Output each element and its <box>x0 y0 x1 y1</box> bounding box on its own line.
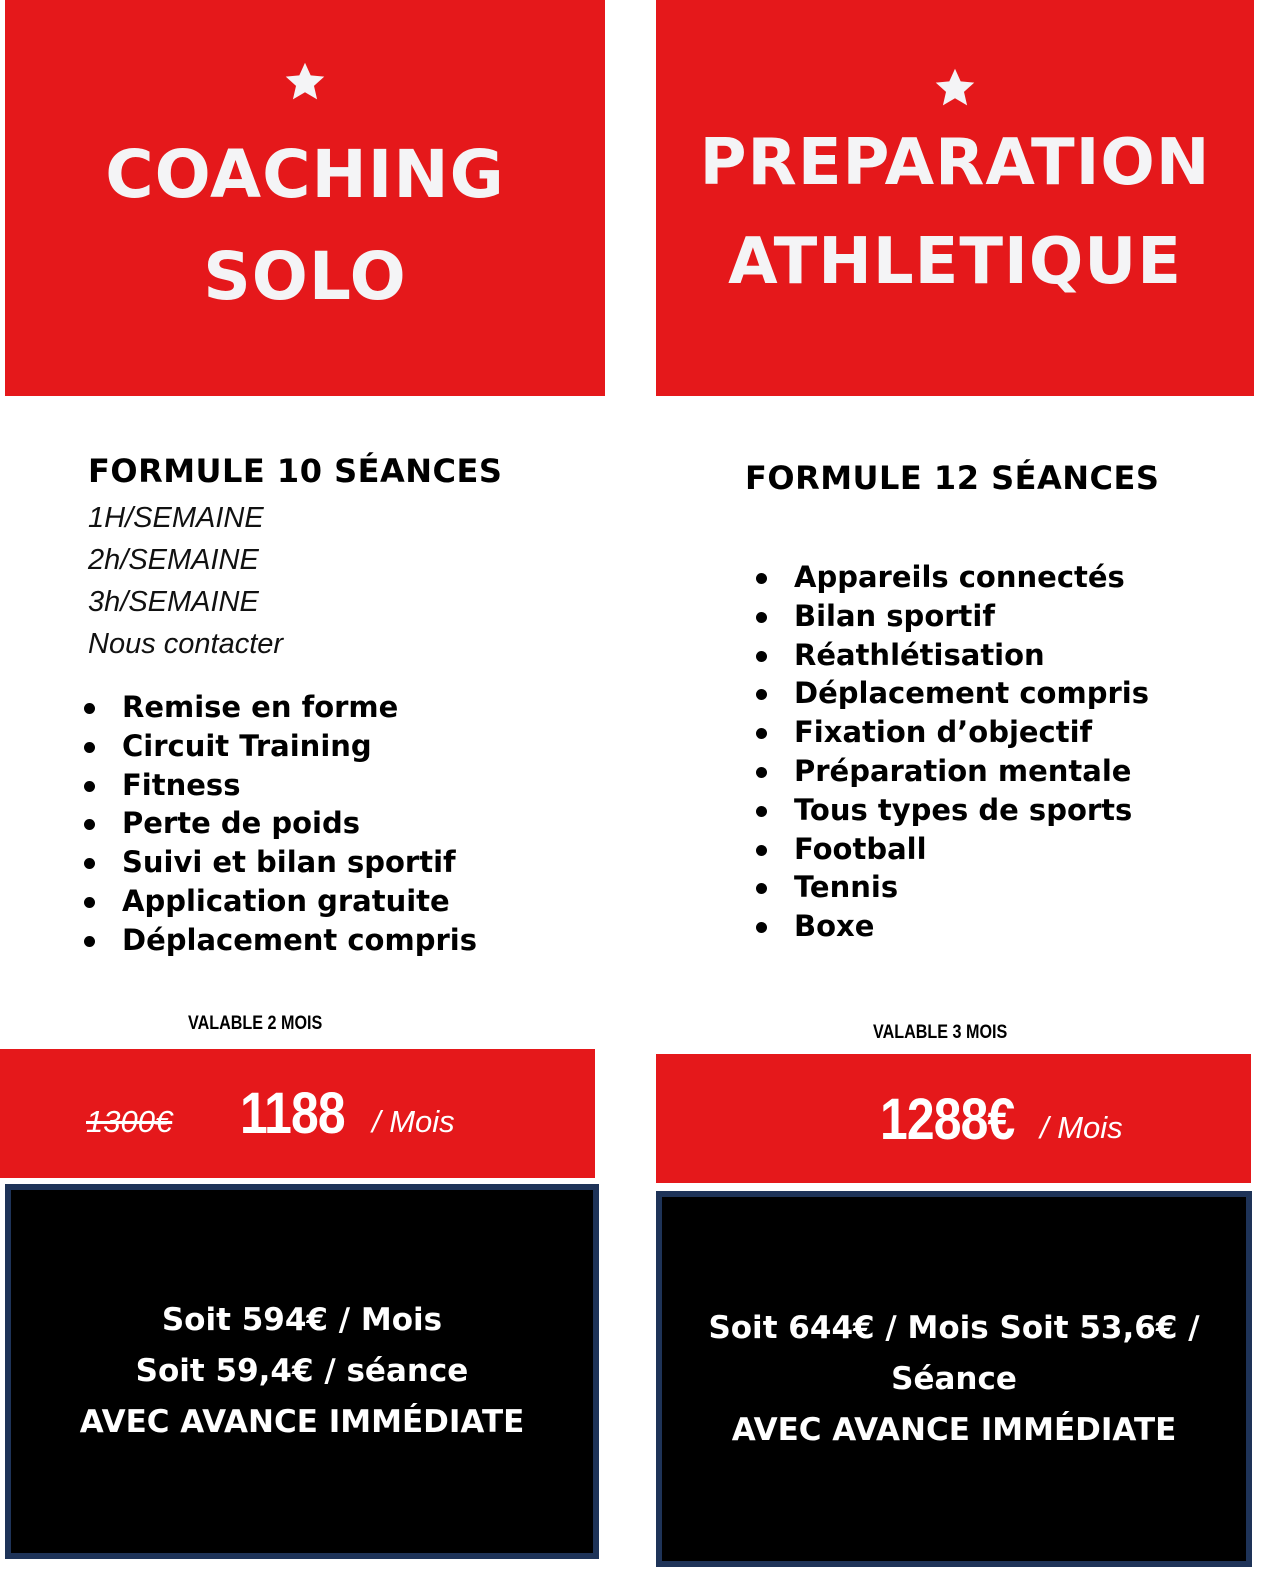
list-item: Suivi et bilan sportif <box>84 843 477 882</box>
list-item: Boxe <box>756 907 1149 946</box>
list-item: Déplacement compris <box>756 674 1149 713</box>
star-icon <box>283 60 327 104</box>
list-item: Fixation d’objectif <box>756 713 1149 752</box>
list-item: Football <box>756 830 1149 869</box>
summary-advance: AVEC AVANCE IMMÉDIATE <box>731 1411 1177 1448</box>
formule-title: FORMULE 12 SÉANCES <box>745 459 1160 497</box>
list-item: Réathlétisation <box>756 636 1149 675</box>
price-value: 1288€ <box>880 1087 1015 1152</box>
list-item: Circuit Training <box>84 727 477 766</box>
list-item: Tennis <box>756 868 1149 907</box>
summary-session-word: Séance <box>891 1360 1017 1397</box>
features-list <box>756 558 1149 946</box>
star-icon <box>933 66 977 110</box>
list-item: Application gratuite <box>84 882 477 921</box>
summary-session: Soit 59,4€ / séance <box>135 1353 469 1389</box>
option-1h: 1H/SEMAINE <box>88 502 264 534</box>
coaching-solo-header <box>5 0 605 396</box>
list-item: Appareils connectés <box>756 558 1149 597</box>
summary-box <box>5 1184 599 1559</box>
price-period: / Mois <box>372 1104 455 1139</box>
header-title-line1: PREPARATION <box>699 126 1211 200</box>
list-item: Perte de poids <box>84 804 477 843</box>
header-title-line2: ATHLETIQUE <box>728 225 1182 300</box>
list-item: Fitness <box>84 766 477 805</box>
header-title-line2: SOLO <box>203 238 407 316</box>
list-item: Bilan sportif <box>756 597 1149 636</box>
features-list <box>84 688 477 960</box>
list-item: Préparation mentale <box>756 752 1149 791</box>
list-item: Déplacement compris <box>84 921 477 960</box>
option-2h: 2h/SEMAINE <box>88 544 259 576</box>
old-price: 1300€ <box>86 1104 173 1139</box>
validity-label: VALABLE 2 MOIS <box>188 1013 323 1034</box>
option-contact: Nous contacter <box>88 628 284 660</box>
price-period: / Mois <box>1040 1110 1123 1145</box>
summary-monthly: Soit 594€ / Mois <box>161 1302 443 1338</box>
session-options <box>88 497 283 665</box>
summary-advance: AVEC AVANCE IMMÉDIATE <box>79 1404 525 1440</box>
list-item: Remise en forme <box>84 688 477 727</box>
preparation-athletique-header <box>656 0 1254 396</box>
header-title-line1: COACHING <box>105 136 505 213</box>
list-item: Tous types de sports <box>756 791 1149 830</box>
summary-monthly-session: Soit 644€ / Mois Soit 53,6€ / <box>708 1309 1200 1346</box>
price-value: 1188 <box>240 1081 345 1146</box>
formule-title: FORMULE 10 SÉANCES <box>88 452 503 490</box>
summary-box <box>656 1191 1252 1567</box>
option-3h: 3h/SEMAINE <box>88 586 259 618</box>
validity-label: VALABLE 3 MOIS <box>873 1022 1008 1043</box>
